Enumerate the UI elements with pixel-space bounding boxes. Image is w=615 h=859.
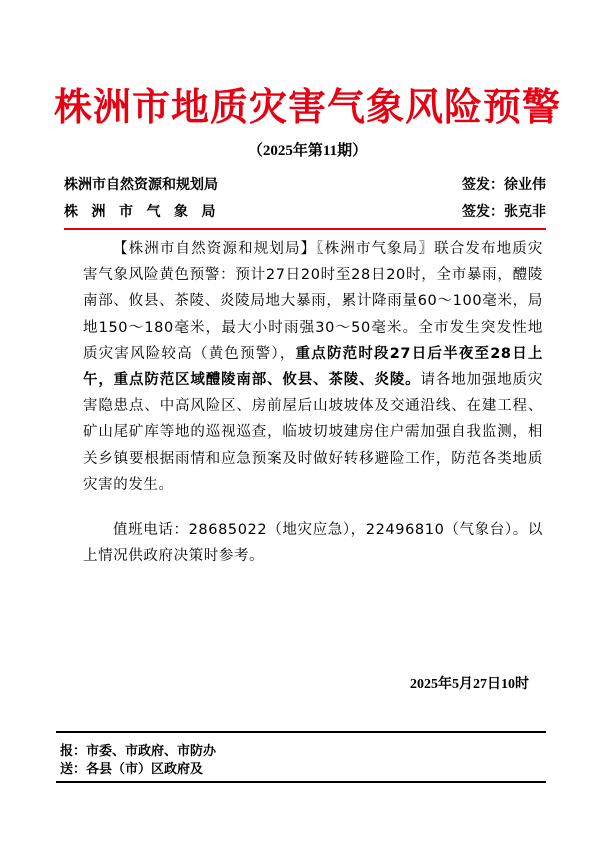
issuer-org: 株洲市自然资源和规划局 bbox=[64, 177, 218, 193]
footer-top-line bbox=[56, 731, 546, 733]
issuer-signer: 签发：张克非 bbox=[462, 204, 546, 220]
report-to: 报：市委、市政府、市防办 bbox=[60, 744, 217, 759]
issue-date: 2025年5月27日10时 bbox=[410, 677, 529, 692]
issue-number: （2025年第11期） bbox=[247, 143, 368, 159]
footer-bottom-line bbox=[56, 781, 546, 783]
issuer-signer: 签发：徐业伟 bbox=[462, 177, 546, 193]
red-separator-line bbox=[64, 228, 546, 230]
warning-advice-text: 请各地加强地质灾害隐患点、中高风险区、房前屋后山坡坡体及交通沿线、在建工程、矿山尾矿库等地的巡视巡查，临坡切坡建房住户需加强自我监测，相关乡镇要根据雨情和应急预案及时做好转移避险工作，防范各类地质灾害的发生。 bbox=[83, 372, 543, 493]
issuer-row bbox=[64, 174, 546, 194]
warning-text: 【株洲市自然资源和规划局】〖株洲市气象局〗联合发布地质灾害气象风险黄色预警：预计27日20时至28日20时，全市暴雨，醴陵南部、攸县、茶陵、炎陵局地大暴雨，累计降雨量60～100毫米，局地150～180毫米，最大小时雨强30～50毫米。全市发生突发性地质灾害风险较高（黄色预警）， bbox=[83, 241, 543, 362]
send-to: 送：各县（市）区政府及 bbox=[60, 762, 204, 777]
issuer-org: 株洲市气象局 bbox=[64, 204, 229, 220]
issuer-row bbox=[64, 201, 546, 221]
duty-phone-paragraph: 值班电话：28685022（地灾应急），22496810（气象台）。以上情况供政府决策时参考。 bbox=[83, 522, 543, 565]
warning-key-text: 重点防范时段27日后半夜至28日上午，重点防范区域醴陵南部、攸县、茶陵、炎陵。 bbox=[83, 345, 543, 389]
warning-paragraph bbox=[83, 236, 543, 498]
document-title: 株洲市地质灾害气象风险预警 bbox=[53, 84, 561, 129]
